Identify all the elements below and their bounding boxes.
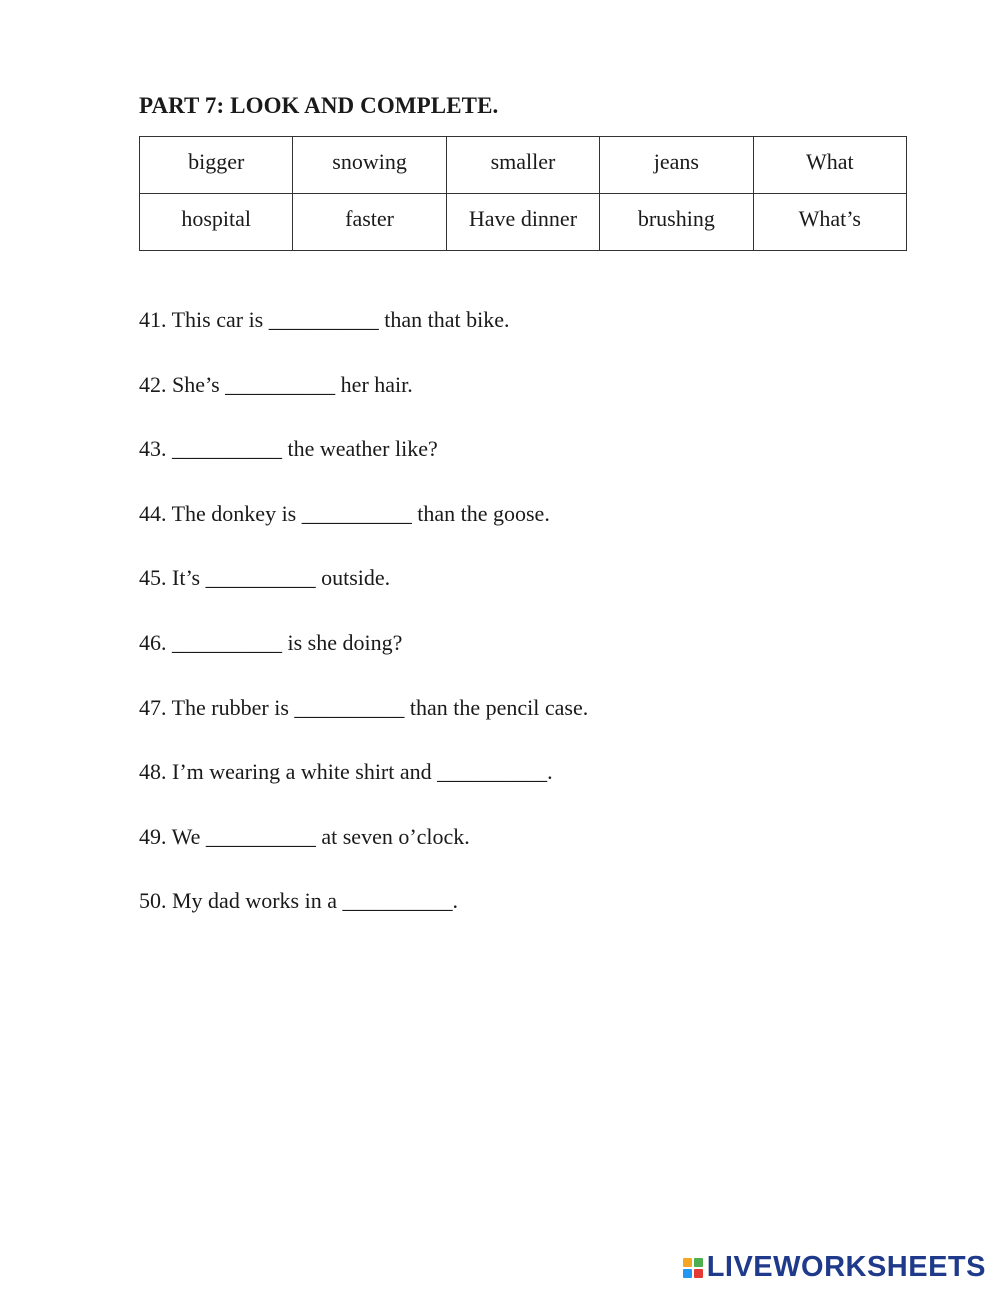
word-bank-table (139, 136, 907, 251)
word-bank-row (140, 137, 907, 194)
question-45: 45. It’s __________ outside. (139, 565, 391, 590)
logo-square (683, 1258, 692, 1267)
word-bank-cell: What (753, 137, 906, 194)
logo-text: LIVEWORKSHEETS (706, 1251, 986, 1283)
page-title: PART 7: LOOK AND COMPLETE. (139, 93, 499, 118)
question-46: 46. __________ is she doing? (139, 630, 403, 655)
question-47: 47. The rubber is __________ than the pencil case. (139, 695, 589, 720)
logo-square (683, 1269, 692, 1278)
word-bank-cell: hospital (140, 194, 293, 251)
word-bank-cell: faster (293, 194, 446, 251)
question-49: 49. We __________ at seven o’clock. (139, 824, 470, 849)
question-43: 43. __________ the weather like? (139, 436, 438, 461)
logo-square (694, 1269, 703, 1278)
question-42: 42. She’s __________ her hair. (139, 372, 413, 397)
word-bank-cell: What’s (753, 194, 906, 251)
question-41: 41. This car is __________ than that bike. (139, 307, 510, 332)
question-48: 48. I’m wearing a white shirt and __________. (139, 759, 553, 784)
liveworksheets-logo-icon (683, 1258, 703, 1278)
word-bank-cell: Have dinner (446, 194, 599, 251)
word-bank-cell: smaller (446, 137, 599, 194)
logo-square (694, 1258, 703, 1267)
word-bank-cell: bigger (140, 137, 293, 194)
word-bank-row (140, 194, 907, 251)
liveworksheets-logo[interactable] (683, 1251, 986, 1284)
question-50: 50. My dad works in a __________. (139, 888, 458, 913)
word-bank-cell: snowing (293, 137, 446, 194)
question-44: 44. The donkey is __________ than the goose. (139, 501, 550, 526)
word-bank-cell: brushing (600, 194, 753, 251)
word-bank-cell: jeans (600, 137, 753, 194)
